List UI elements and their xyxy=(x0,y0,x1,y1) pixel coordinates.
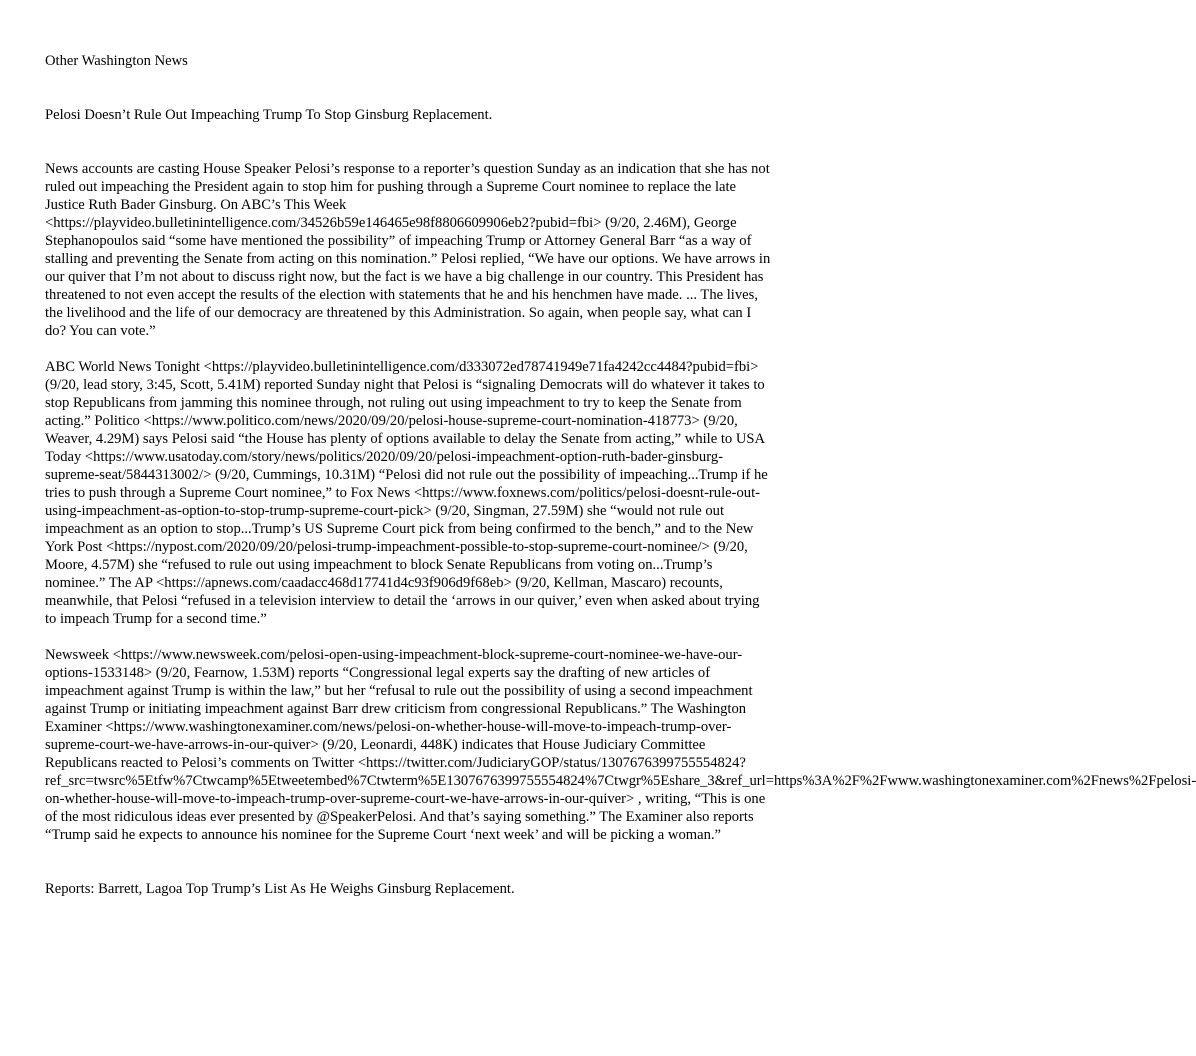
headline-barrett-lagoa: Reports: Barrett, Lagoa Top Trump’s List As He Weighs Ginsburg Replacement. xyxy=(45,881,515,897)
article-paragraph: Newsweek <https://www.newsweek.com/pelosi-open-using-impeachment-block-supreme-court-nominee-we-have-our-options-1533148> (9/20, Fearnow, 1.53M) reports “Congressional legal experts say the drafting of new articles of impeachment against Trump is within the law,” but her “refusal to rule out the possibility of using a second impeachment against Trump or initiating impeachment against Barr drew criticism from congressional Republicans.” The Washington Examiner <https://www.washingtonexaminer.com/news/pelosi-on-whether-house-will-move-to-impeach-trump-over-supreme-court-we-have-arrows-in-our-quiver> (9/20, Leonardi, 448K) indicates that House Judiciary Committee Republicans reacted to Pelosi’s comments on Twitter <https://twitter.com/JudiciaryGOP/status/1307676399755554824?ref_src=twsrc%5Etfw%7Ctwcamp%5Etweetembed%7Ctwterm%5E1307676399755554824%7Ctwgr%5Eshare_3&ref_url=https%3A%2F%2Fwww.washingtonexaminer.com%2Fnews%2Fpelosi-on-whether-house-will-move-to-impeach-trump-over-supreme-court-we-have-arrows-in-our-quiver> , writing, “This is one of the most ridiculous ideas ever presented by @SpeakerPelosi. And that’s saying something.” The Examiner also reports “Trump said he expects to announce his nominee for the Supreme Court ‘next week’ and will be picking a woman.” xyxy=(45,647,1196,843)
headline-pelosi-impeachment: Pelosi Doesn’t Rule Out Impeaching Trump To Stop Ginsburg Replacement. xyxy=(45,107,493,123)
article-paragraph: ABC World News Tonight <https://playvideo.bulletinintelligence.com/d333072ed78741949e71fa4242cc4484?pubid=fbi> (9/20, lead story, 3:45, Scott, 5.41M) reported Sunday night that Pelosi is “signaling Democrats will do whatever it takes to stop Republicans from jamming this nominee through, not ruling out using impeachment to try to keep the Senate from acting.” Politico <https://www.politico.com/news/2020/09/20/pelosi-house-supreme-court-nomination-418773> (9/20, Weaver, 4.29M) says Pelosi said “the House has plenty of options available to delay the Senate from acting,” while to USA Today <https://www.usatoday.com/story/news/politics/2020/09/20/pelosi-impeachment-option-ruth-bader-ginsburg-supreme-seat/5844313002/> (9/20, Cummings, 10.31M) “Pelosi did not rule out the possibility of impeaching...Trump if he tries to push through a Supreme Court nominee,” to Fox News <https://www.foxnews.com/politics/pelosi-doesnt-rule-out-using-impeachment-as-option-to-stop-trump-supreme-court-pick> (9/20, Singman, 27.59M) she “would not rule out impeachment as an option to stop...Trump’s US Supreme Court pick from being confirmed to the bench,” and to the New York Post <https://nypost.com/2020/09/20/pelosi-trump-impeachment-possible-to-stop-supreme-court-nominee/> (9/20, Moore, 4.57M) she “refused to rule out using impeachment to block Senate Republicans from voting on...Trump’s nominee.” The AP <https://apnews.com/caadacc468d17741d4c93f906d9f68eb> (9/20, Kellman, Mascaro) recounts, meanwhile, that Pelosi “refused in a television interview to detail the ‘arrows in our quiver,’ even when asked about trying to impeach Trump for a second time.” xyxy=(45,359,768,627)
document-page xyxy=(45,52,1196,898)
article-paragraph: News accounts are casting House Speaker Pelosi’s response to a reporter’s question Sunday as an indication that she has not ruled out impeaching the President again to stop him for pushing through a Supreme Court nominee to replace the late Justice Ruth Bader Ginsburg. On ABC’s This Week <https://playvideo.bulletinintelligence.com/34526b59e146465e98f8806609906eb2?pubid=fbi> (9/20, 2.46M), George Stephanopoulos said “some have mentioned the possibility” of impeaching Trump or Attorney General Barr “as a way of stalling and preventing the Senate from acting on this nomination.” Pelosi replied, “We have our options. We have arrows in our quiver that I’m not about to discuss right now, but the fact is we have a big challenge in our country. This President has threatened to not even accept the results of the election with statements that he and his henchmen have made. ... The lives, the livelihood and the life of our democracy are threatened by this Administration. So again, when people say, what can I do? You can vote.” xyxy=(45,161,771,339)
section-label: Other Washington News xyxy=(45,53,188,69)
